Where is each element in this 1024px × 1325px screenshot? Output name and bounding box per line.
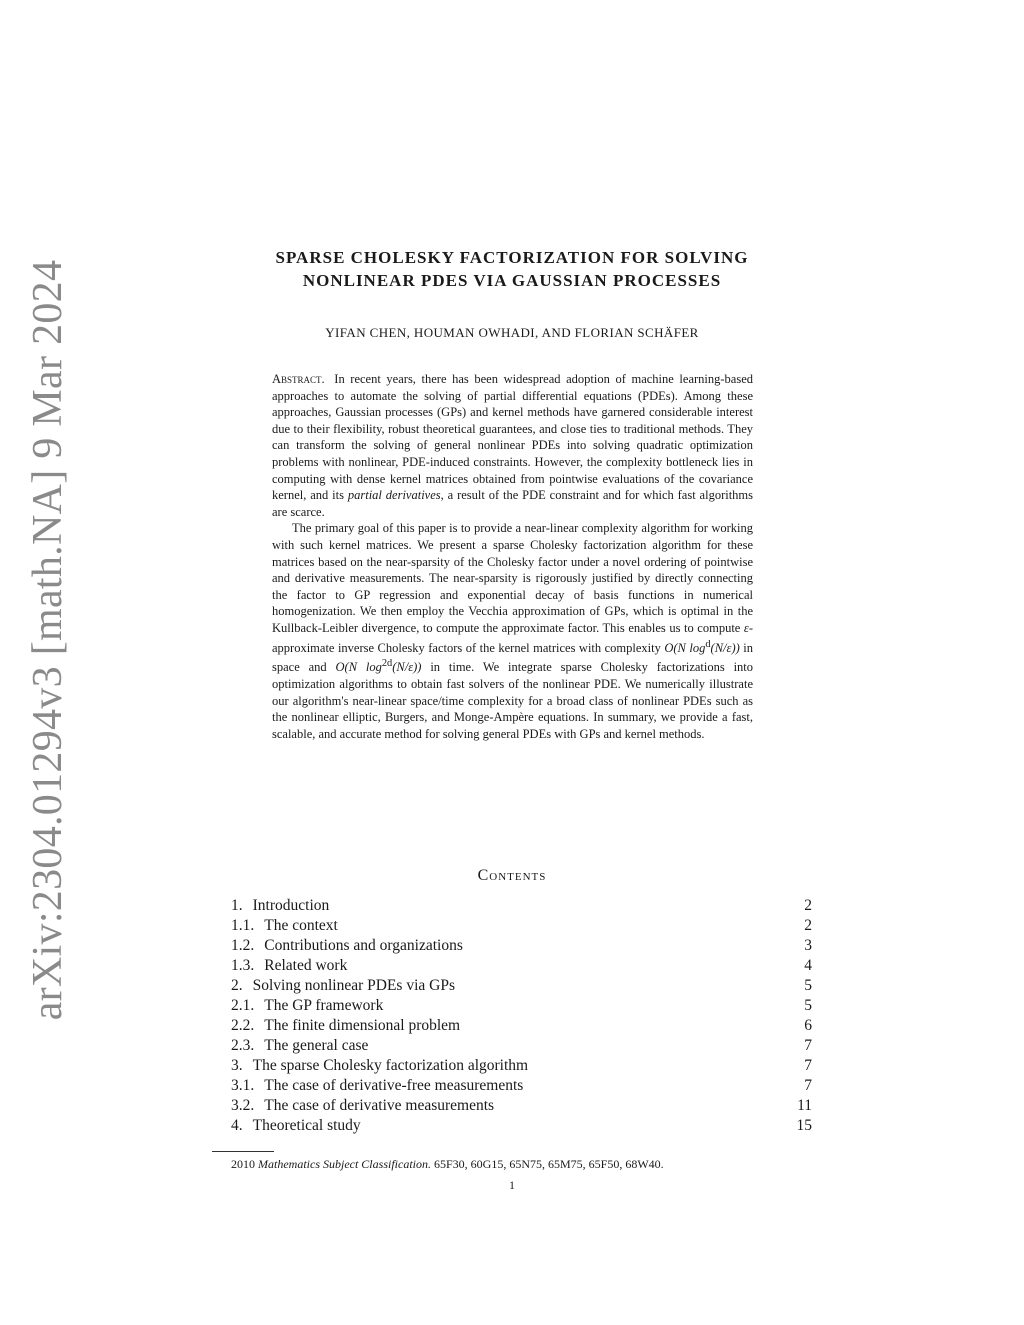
toc-page-number: 4: [804, 957, 812, 974]
toc-section-number: 2.3.: [231, 1037, 255, 1054]
toc-section-title: Theoretical study: [252, 1117, 361, 1134]
author-list: YIFAN CHEN, HOUMAN OWHADI, AND FLORIAN SCHÄFER: [325, 325, 699, 340]
abstract-text: -approximate inverse Cholesky factors of the kernel matrices with complexity: [272, 620, 754, 655]
toc-section-title: The GP framework: [264, 997, 384, 1014]
toc-section-number: 1.: [231, 897, 243, 914]
toc-section-number: 3.2.: [231, 1097, 255, 1114]
arxiv-identifier: arXiv:2304.01294v3 [math.NA] 9 Mar 2024: [25, 259, 71, 1021]
toc-page-number: 7: [804, 1057, 812, 1074]
toc-section-number: 4.: [231, 1117, 243, 1134]
toc-section-title: The context: [264, 917, 338, 934]
toc-section-number: 2.2.: [231, 1017, 255, 1034]
toc-section-number: 2.1.: [231, 997, 255, 1014]
toc-page-number: 11: [797, 1097, 812, 1114]
abstract-text: , a result of the PDE constraint and for which fast algorithms are scarce.: [272, 488, 754, 519]
toc-section-title: Solving nonlinear PDEs via GPs: [252, 977, 455, 994]
toc-entry[interactable]: [231, 976, 812, 996]
abstract-text: The primary goal of this paper is to provide a near-linear complexity algorithm for working with such kernel matrices. We present a sparse Cholesky factorization algorithm for these matrices based on the near-sparsity of the Cholesky factor under a novel ordering of pointwise and derivative measurements. The near-sparsity is rigorously justified by directly connecting the factor to GP regression and exponential decay of basis functions in numerical homogenization. We then employ the Vecchia approximation of GPs, which is optimal in the Kullback-Leibler divergence, to compute the approximate factor. This enables us to compute: [272, 521, 753, 635]
toc-section-number: 1.2.: [231, 937, 255, 954]
toc-page-number: 5: [804, 997, 812, 1014]
math-complexity-space: O(N $\log^d(N/\varepsilon)$): [664, 638, 740, 655]
abstract-label: Abstract.: [272, 372, 325, 386]
toc-section-title: The sparse Cholesky factorization algorithm: [252, 1057, 529, 1074]
table-of-contents: [231, 896, 812, 1136]
toc-page-number: 6: [804, 1017, 812, 1034]
toc-section-title: The case of derivative measurements: [264, 1097, 495, 1114]
toc-entry[interactable]: [231, 1056, 812, 1076]
toc-section-number: 1.1.: [231, 917, 255, 934]
title-line: SPARSE CHOLESKY FACTORIZATION FOR SOLVING: [275, 248, 749, 267]
toc-page-number: 2: [804, 917, 812, 934]
math-complexity-time: O(N $\log^{2d}(N/\varepsilon)$): [335, 658, 422, 675]
toc-section-title: The case of derivative-free measurements: [264, 1077, 524, 1094]
toc-entry[interactable]: [231, 956, 812, 976]
toc-section-title: The finite dimensional problem: [264, 1017, 461, 1034]
toc-section-number: 3.: [231, 1057, 243, 1074]
toc-section-number: 3.1.: [231, 1077, 255, 1094]
abstract: [272, 371, 753, 742]
toc-page-number: 7: [804, 1077, 812, 1094]
abstract-text: In recent years, there has been widespread adoption of machine learning-based approaches to automate the solving of partial differential equations (PDEs). Among these approaches, Gaussian processes (GPs) and kernel methods have garnered considerable interest due to their flexibility, robust theoretical guarantees, and close ties to traditional methods. They can transform the solving of general nonlinear PDEs into solving quadratic optimization problems with nonlinear, PDE-induced constraints. However, the complexity bottleneck lies in computing with dense kernel matrices obtained from pointwise evaluations of the covariance kernel, and its: [272, 372, 753, 503]
title-line: NONLINEAR PDES VIA GAUSSIAN PROCESSES: [302, 271, 722, 290]
footnote-divider: [212, 1151, 274, 1152]
toc-entry[interactable]: [231, 1076, 812, 1096]
toc-page-number: 15: [796, 1117, 812, 1134]
abstract-paragraph-1: [272, 371, 753, 520]
toc-page-number: 5: [804, 977, 812, 994]
toc-section-number: 2.: [231, 977, 243, 994]
toc-section-title: Contributions and organizations: [264, 937, 463, 954]
toc-page-number: 3: [804, 937, 812, 954]
paper-title: [212, 246, 812, 292]
epsilon-symbol: ε: [743, 620, 749, 635]
toc-section-number: 1.3.: [231, 957, 255, 974]
toc-entry[interactable]: [231, 1016, 812, 1036]
contents-heading: Contents: [477, 867, 547, 884]
footnote-label: Mathematics Subject Classification.: [258, 1157, 431, 1171]
toc-section-title: Related work: [264, 957, 348, 974]
toc-entry[interactable]: [231, 1116, 812, 1136]
abstract-emphasis: partial derivatives: [347, 488, 441, 503]
abstract-text: in space and: [272, 640, 753, 675]
toc-entry[interactable]: [231, 1036, 812, 1056]
toc-page-number: 7: [804, 1037, 812, 1054]
footnote-msc: [231, 1157, 831, 1172]
abstract-paragraph-2: [272, 520, 753, 742]
footnote-year: 2010: [231, 1157, 255, 1171]
toc-entry[interactable]: [231, 916, 812, 936]
toc-section-title: Introduction: [252, 897, 330, 914]
toc-entry[interactable]: [231, 1096, 812, 1116]
abstract-text: in time. We integrate sparse Cholesky factorizations into optimization algorithms to obtain fast solvers of the nonlinear PDE. We numerically illustrate our algorithm's near-linear space/time complexity for a broad class of nonlinear PDEs such as the nonlinear elliptic, Burgers, and Monge-Ampère equations. In summary, we provide a fast, scalable, and accurate method for solving general PDEs with GPs and kernel methods.: [272, 660, 754, 741]
toc-entry[interactable]: [231, 896, 812, 916]
toc-section-title: The general case: [264, 1037, 369, 1054]
page-number: 1: [509, 1178, 515, 1192]
footnote-codes: 65F30, 60G15, 65N75, 65M75, 65F50, 68W40.: [433, 1157, 664, 1171]
toc-entry[interactable]: [231, 996, 812, 1016]
toc-page-number: 2: [804, 897, 812, 914]
toc-entry[interactable]: [231, 936, 812, 956]
